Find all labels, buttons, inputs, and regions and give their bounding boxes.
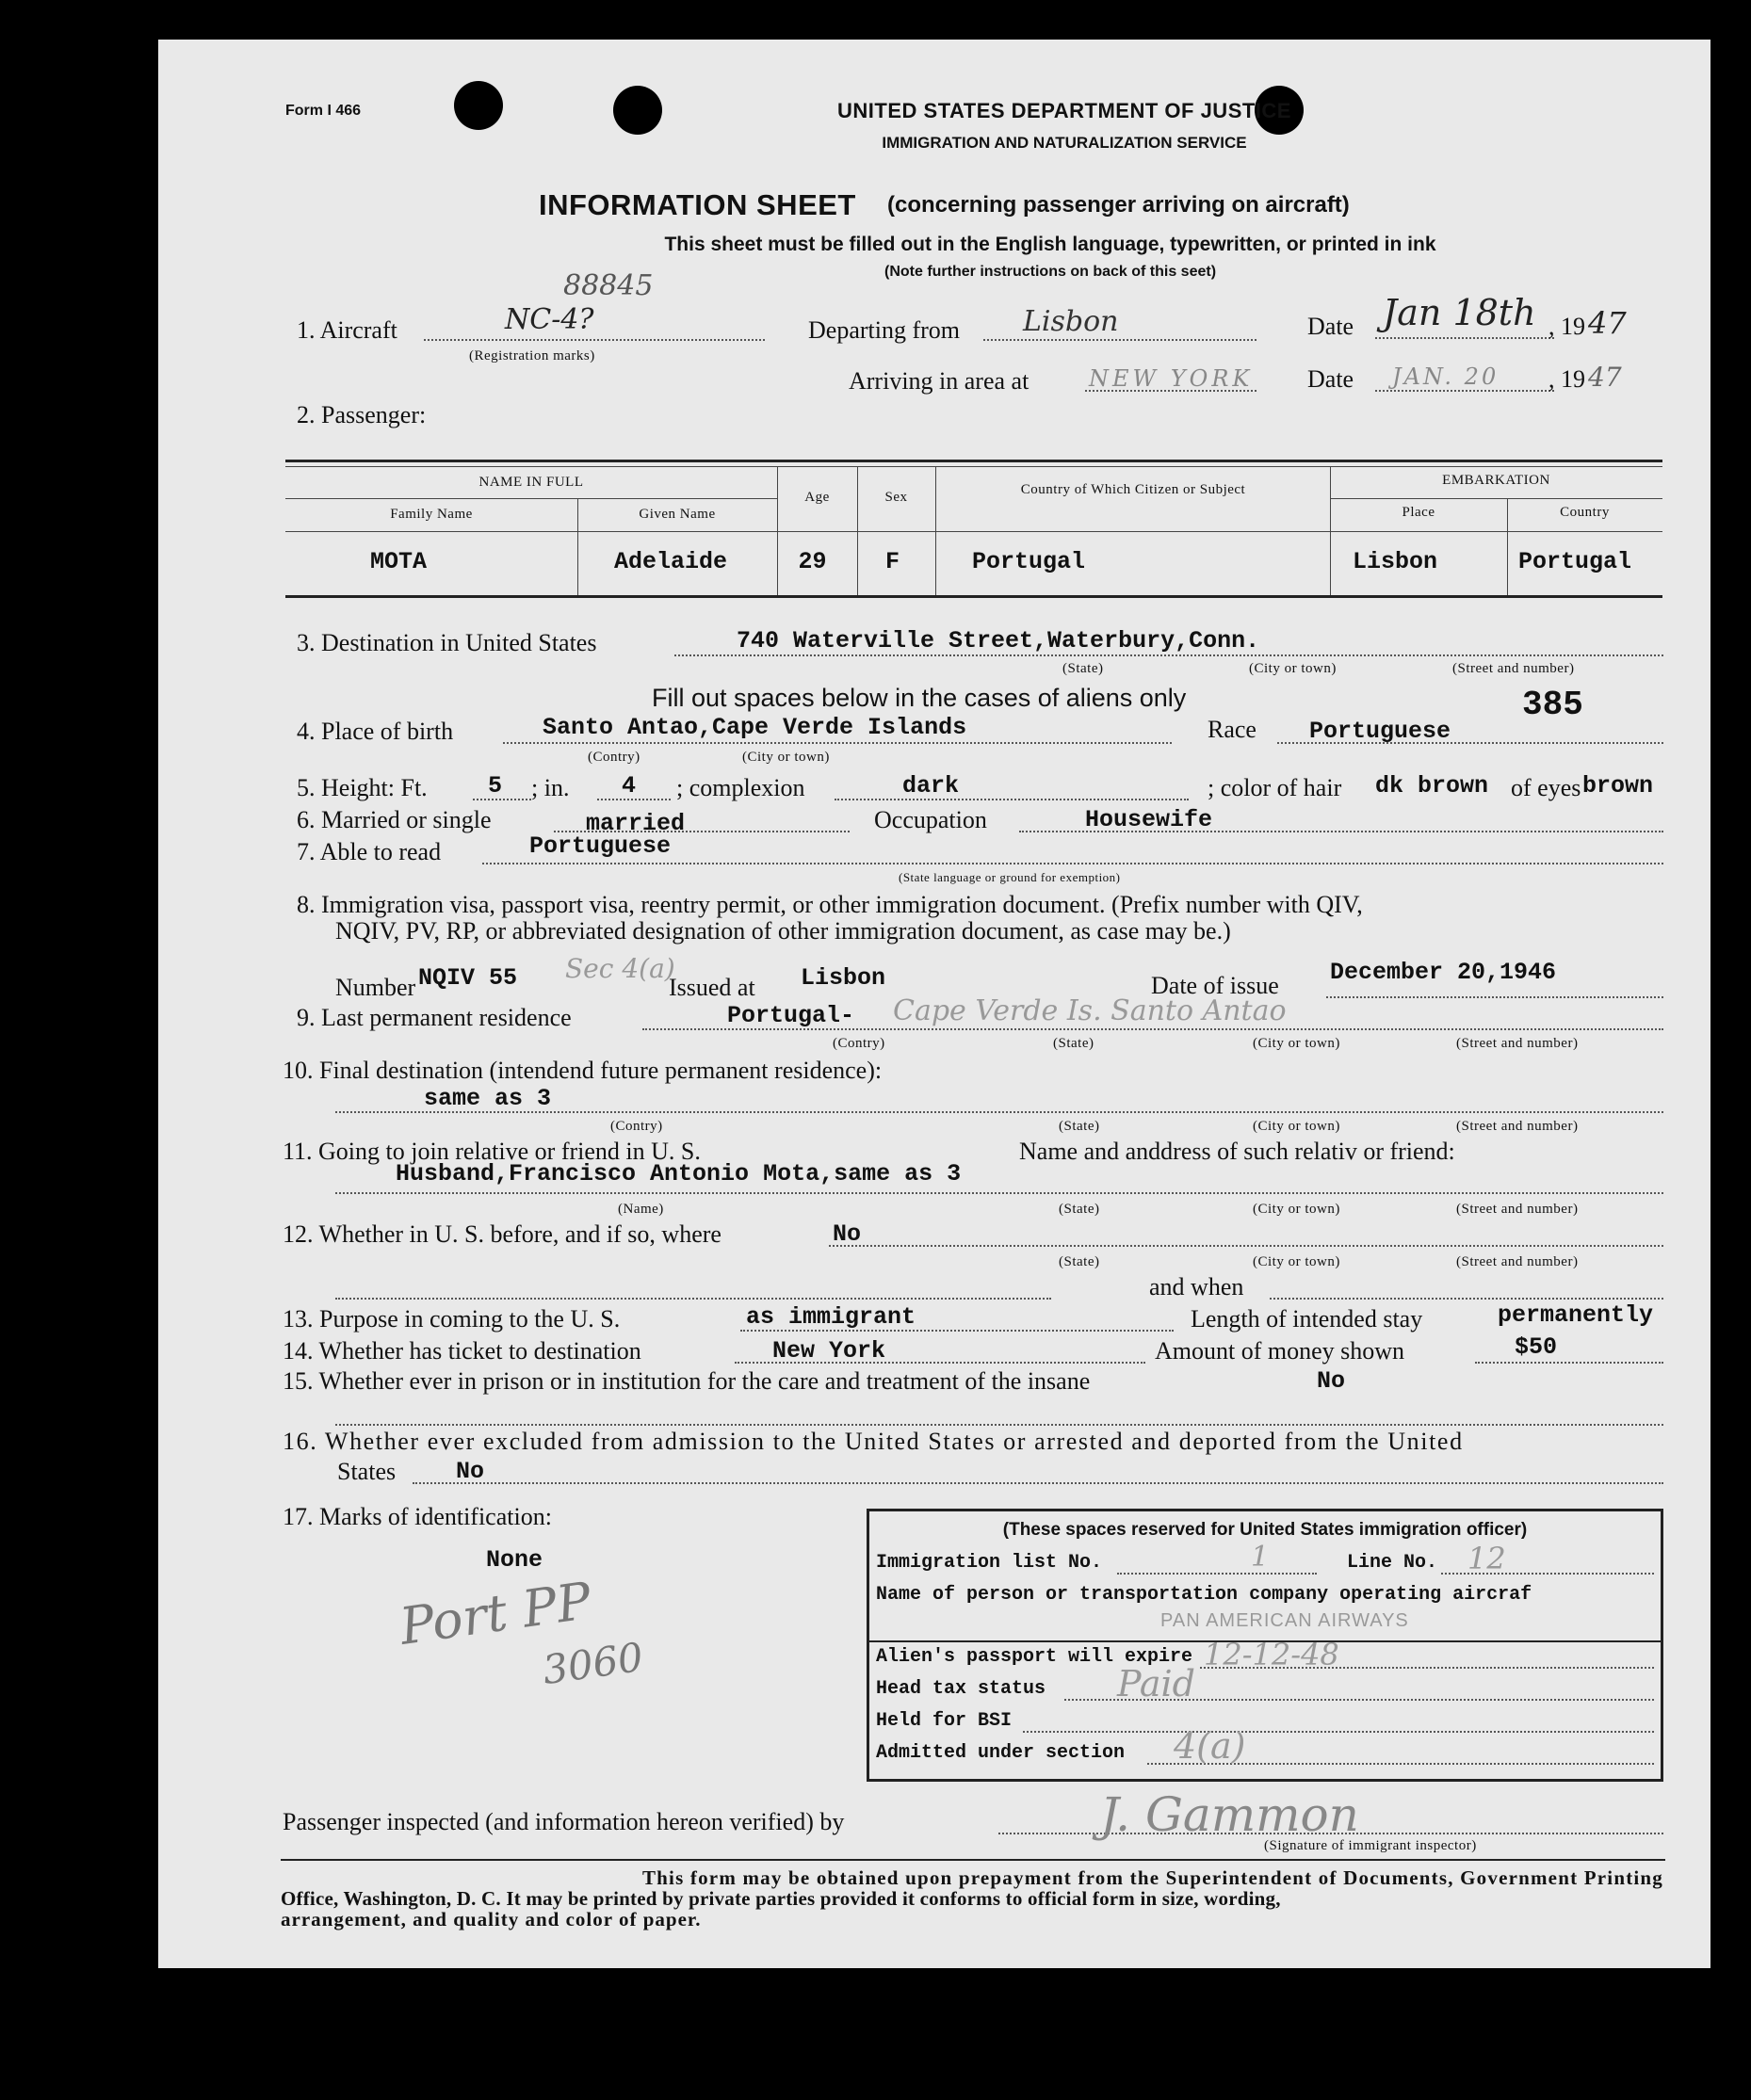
- residence-label: 9. Last permanent residence: [297, 1004, 572, 1031]
- complexion-label: ; complexion: [676, 774, 805, 801]
- prison-label: 15. Whether ever in prison or in institution for the care and treatment of the insane: [283, 1367, 1091, 1395]
- complexion-value: dark: [902, 772, 960, 800]
- cap-city: (City or town): [1253, 1119, 1340, 1134]
- admitted-value: 4(a): [1174, 1725, 1246, 1767]
- relative-value: Husband,Francisco Antonio Mota,same as 3: [396, 1160, 962, 1187]
- cap-city: (City or town): [1253, 1036, 1340, 1051]
- cap-state: (State): [1059, 1119, 1100, 1134]
- cap-city: (City or town): [1249, 661, 1337, 676]
- punch-hole: [613, 86, 662, 135]
- aircraft-label: 1. Aircraft: [297, 316, 397, 344]
- officer-box-title: (These spaces reserved for United States immigration officer): [1002, 1520, 1528, 1540]
- passenger-label: 2. Passenger:: [297, 401, 427, 428]
- name-in-full-header: NAME IN FULL: [478, 475, 584, 490]
- cap-country: (Contry): [833, 1036, 885, 1051]
- aliens-note: Fill out spaces below in the cases of aliens only: [652, 684, 1187, 712]
- embark-country-header: Country: [1560, 505, 1610, 520]
- previous-visit-label: 12. Whether in U. S. before, and if so, where: [283, 1220, 721, 1248]
- height-in: 4: [622, 772, 637, 800]
- family-name-cell: MOTA: [369, 548, 427, 575]
- stay-label: Length of intended stay: [1191, 1305, 1423, 1333]
- purpose-label: 13. Purpose in coming to the U. S.: [283, 1305, 621, 1333]
- company-label: Name of person or transportation company operating aircraf: [876, 1584, 1532, 1606]
- final-destination-label: 10. Final destination (intendend future permanent residence):: [283, 1057, 883, 1084]
- expire-label: Alien's passport will expire: [876, 1646, 1193, 1668]
- citizen-country-cell: Portugal: [972, 548, 1086, 575]
- headtax-label: Head tax status: [876, 1678, 1046, 1700]
- family-name-header: Family Name: [390, 507, 473, 522]
- footer-line1: This form may be obtained upon prepayment from the Superintendent of Documents, Government Printing: [641, 1866, 1663, 1889]
- given-name-cell: Adelaide: [614, 548, 728, 575]
- ticket-label: 14. Whether has ticket to destination: [283, 1337, 641, 1365]
- arrive-date-label: Date: [1307, 365, 1354, 393]
- cap-state: (State): [1059, 1202, 1100, 1217]
- departing-value: Lisbon: [1023, 305, 1119, 338]
- form-number: Form I 466: [285, 103, 362, 119]
- birthplace-label: 4. Place of birth: [297, 718, 454, 745]
- expire-value: 12-12-48: [1204, 1637, 1339, 1672]
- page-title: INFORMATION SHEET: [539, 188, 856, 221]
- issue-date-value: December 20,1946: [1330, 959, 1557, 986]
- aircraft-handwritten: 88845: [563, 269, 654, 302]
- identification-handwritten-2: 3060: [540, 1633, 646, 1694]
- aircraft-caption: (Registration marks): [469, 348, 595, 363]
- residence-value: Portugal-: [727, 1002, 855, 1029]
- embarkation-header: EMBARKATION: [1442, 473, 1550, 488]
- race-value: Portuguese: [1309, 718, 1451, 745]
- footer-line3: arrangement, and quality and color of paper.: [281, 1908, 702, 1930]
- department: UNITED STATES DEPARTMENT OF JUSTICE: [837, 99, 1291, 122]
- signature-caption: (Signature of immigrant inspector): [1264, 1838, 1477, 1853]
- visa-number-label: Number: [335, 974, 416, 1001]
- visa-line1: 8. Immigration visa, passport visa, reentry permit, or other immigration document. (Prefix number with QIV,: [297, 891, 1363, 918]
- birthplace-value: Santo Antao,Cape Verde Islands: [543, 714, 967, 741]
- issue-date-label: Date of issue: [1151, 972, 1279, 999]
- purpose-value: as immigrant: [746, 1303, 916, 1331]
- married-label: 6. Married or single: [297, 806, 492, 833]
- sex-header: Sex: [884, 490, 908, 505]
- race-label: Race: [1208, 716, 1257, 743]
- cap-street: (Street and number): [1456, 1036, 1579, 1051]
- married-value: married: [586, 810, 686, 837]
- inspection-label: Passenger inspected (and information hereon verified) by: [283, 1808, 845, 1835]
- read-caption: (State language or ground for exemption): [899, 870, 1121, 884]
- eyes-value: brown: [1582, 772, 1654, 800]
- service: IMMIGRATION AND NATURALIZATION SERVICE: [882, 134, 1247, 152]
- destination-value: 740 Waterville Street,Waterbury,Conn.: [737, 627, 1260, 654]
- age-header: Age: [804, 490, 830, 505]
- aircraft-value: NC-4?: [505, 303, 594, 336]
- eyes-label: of eyes: [1511, 774, 1581, 801]
- occupation-label: Occupation: [874, 806, 987, 833]
- arrive-date-value: JAN. 20: [1392, 363, 1500, 390]
- line-value: 12: [1467, 1541, 1506, 1576]
- prison-value: No: [1317, 1367, 1346, 1395]
- page-subtitle: (concerning passenger arriving on aircraft): [887, 192, 1350, 218]
- issued-label: Issued at: [669, 974, 755, 1001]
- embark-place-cell: Lisbon: [1353, 548, 1438, 575]
- age-cell: 29: [798, 548, 827, 575]
- identification-value: None: [486, 1546, 543, 1574]
- stay-value: permanently: [1498, 1301, 1654, 1329]
- occupation-value: Housewife: [1085, 806, 1213, 833]
- visa-handwritten: Sec 4(a): [565, 953, 675, 984]
- height-ft: 5: [488, 772, 503, 800]
- previous-visit-value: No: [833, 1220, 862, 1248]
- arrive-year-prefix: , 19: [1548, 365, 1585, 393]
- sex-cell: F: [884, 548, 900, 575]
- final-destination-value: same as 3: [424, 1085, 552, 1112]
- date-value: Jan 18th: [1383, 292, 1536, 333]
- destination-label: 3. Destination in United States: [297, 629, 597, 656]
- headtax-value: Paid: [1117, 1663, 1195, 1704]
- list-label: Immigration list No.: [876, 1552, 1103, 1574]
- cap-country: (Contry): [588, 750, 640, 765]
- identification-label: 17. Marks of identification:: [283, 1503, 552, 1530]
- money-label: Amount of money shown: [1155, 1337, 1405, 1365]
- admitted-label: Admitted under section: [876, 1742, 1126, 1764]
- excluded-value: No: [456, 1458, 485, 1485]
- cap-state: (State): [1059, 1254, 1100, 1269]
- cap-street: (Street and number): [1456, 1254, 1579, 1269]
- cap-country: (Contry): [610, 1119, 663, 1134]
- cap-state: (State): [1053, 1036, 1094, 1051]
- hair-label: ; color of hair: [1208, 774, 1342, 801]
- when-label: and when: [1149, 1273, 1244, 1300]
- excluded-line2: States: [337, 1458, 397, 1485]
- read-label: 7. Able to read: [297, 838, 442, 865]
- cap-street: (Street and number): [1452, 661, 1575, 676]
- arrive-year-value: 47: [1588, 362, 1622, 393]
- cap-state: (State): [1062, 661, 1104, 676]
- arriving-value: NEW YORK: [1089, 365, 1254, 392]
- relative-address-label: Name and anddress of such relativ or friend:: [1019, 1138, 1455, 1165]
- given-name-header: Given Name: [639, 507, 716, 522]
- cap-street: (Street and number): [1456, 1202, 1579, 1217]
- year-value: 47: [1588, 305, 1627, 341]
- inspector-signature: J. Gammon: [1100, 1787, 1359, 1842]
- cap-street: (Street and number): [1456, 1119, 1579, 1134]
- cap-city: (City or town): [742, 750, 830, 765]
- embark-place-header: Place: [1402, 505, 1435, 520]
- cap-city: (City or town): [1253, 1202, 1340, 1217]
- visa-line2: NQIV, PV, RP, or abbreviated designation of other immigration document, as case may be.): [335, 917, 1231, 945]
- embark-country-cell: Portugal: [1518, 548, 1632, 575]
- height-in-label: ; in.: [531, 774, 570, 801]
- year-prefix: , 19: [1548, 313, 1585, 340]
- list-value: 1: [1251, 1541, 1270, 1574]
- excluded-line1: 16. Whether ever excluded from admission to the United States or arrested and deported from the United: [283, 1428, 1464, 1455]
- cap-name: (Name): [618, 1202, 664, 1217]
- residence-handwritten: Cape Verde Is. Santo Antao: [893, 994, 1287, 1027]
- date-label: Date: [1307, 313, 1354, 340]
- hair-value: dk brown: [1375, 772, 1489, 800]
- height-label: 5. Height: Ft.: [297, 774, 428, 801]
- money-value: $50: [1515, 1333, 1558, 1361]
- ticket-value: New York: [772, 1337, 886, 1365]
- arriving-label: Arriving in area at: [849, 367, 1030, 395]
- identification-handwritten-1: Port PP: [396, 1571, 595, 1656]
- instruction-note: (Note further instructions on back of this seet): [884, 264, 1217, 280]
- country-citizen-header: Country of Which Citizen or Subject: [1020, 482, 1246, 497]
- cap-city: (City or town): [1253, 1254, 1340, 1269]
- stamp-number: 385: [1522, 686, 1583, 724]
- join-relative-label: 11. Going to join relative or friend in U. S.: [283, 1138, 701, 1165]
- instruction-line: This sheet must be filled out in the English language, typewritten, or printed in ink: [664, 234, 1436, 255]
- footer-line2: Office, Washington, D. C. It may be printed by private parties provided it conforms to official form in size, wording,: [281, 1887, 1281, 1910]
- company-value: PAN AMERICAN AIRWAYS: [1160, 1610, 1409, 1631]
- punch-hole: [454, 81, 503, 130]
- line-label: Line No.: [1347, 1552, 1438, 1574]
- form-page: [158, 40, 1710, 1968]
- visa-number-value: NQIV 55: [418, 964, 518, 992]
- read-value: Portuguese: [529, 832, 672, 860]
- departing-label: Departing from: [808, 316, 961, 344]
- issued-value: Lisbon: [801, 964, 886, 992]
- bsi-label: Held for BSI: [876, 1710, 1013, 1732]
